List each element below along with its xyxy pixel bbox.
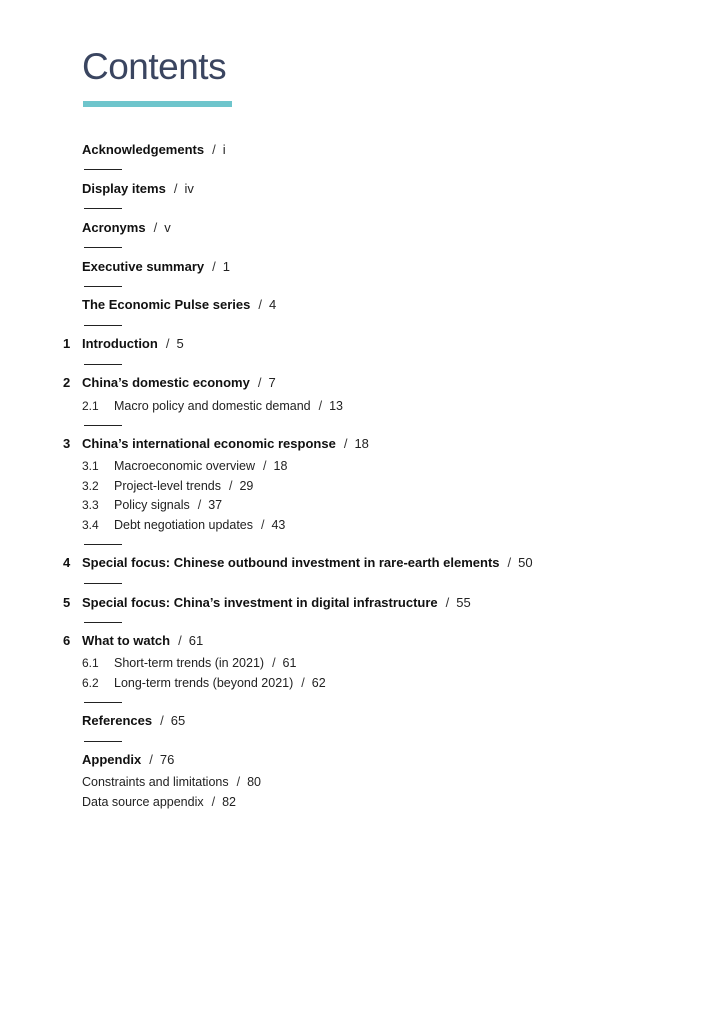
toc-entry[interactable] — [0, 553, 724, 573]
entry-divider — [84, 425, 122, 426]
toc-entry[interactable] — [0, 218, 724, 238]
entry-divider — [84, 702, 122, 703]
chapter-number: 4 — [63, 555, 71, 570]
plain-entry-title: Constraints and limitations/ 80 — [82, 772, 261, 792]
toc-subentry[interactable] — [0, 515, 724, 535]
toc-entry[interactable] — [0, 434, 724, 454]
plain-entry-title: Data source appendix/ 82 — [82, 792, 236, 812]
entry-title: Acronyms/ v — [82, 218, 171, 238]
chapter-number: 6 — [63, 633, 71, 648]
toc-subentry[interactable] — [0, 495, 724, 515]
page-number: / 43 — [257, 518, 285, 532]
page-number: / 18 — [340, 436, 369, 451]
page-number: / 76 — [145, 752, 174, 767]
toc-subentry[interactable] — [0, 673, 724, 693]
toc-subentry[interactable] — [0, 456, 724, 476]
toc-plain-entry[interactable] — [0, 772, 724, 792]
page-number: / 65 — [156, 713, 185, 728]
section-number: 6.1 — [82, 656, 99, 670]
page-number: / 50 — [504, 555, 533, 570]
entry-title: Executive summary/ 1 — [82, 257, 230, 277]
subentry-title: Macro policy and domestic demand/ 13 — [114, 396, 343, 416]
page-number: / 37 — [194, 498, 222, 512]
page-number: / v — [150, 220, 171, 235]
section-number: 3.3 — [82, 498, 99, 512]
entry-title: Special focus: Chinese outbound investment in rare-earth elements/ 50 — [82, 553, 533, 573]
toc-entry[interactable] — [0, 295, 724, 315]
toc-subentry[interactable] — [0, 476, 724, 496]
page-number: / 55 — [442, 595, 471, 610]
toc-subentry[interactable] — [0, 653, 724, 673]
entry-divider — [84, 622, 122, 623]
entry-title: References/ 65 — [82, 711, 185, 731]
toc-plain-entry[interactable] — [0, 792, 724, 812]
subentry-title: Macroeconomic overview/ 18 — [114, 456, 287, 476]
page-number: / 62 — [297, 676, 325, 690]
entry-title: China’s domestic economy/ 7 — [82, 373, 276, 393]
page-number: / 13 — [315, 399, 343, 413]
entry-divider — [84, 583, 122, 584]
page-number: / 1 — [208, 259, 230, 274]
toc-entry[interactable] — [0, 711, 724, 731]
entry-title: Display items/ iv — [82, 179, 194, 199]
entry-divider — [84, 741, 122, 742]
subentry-title: Short-term trends (in 2021)/ 61 — [114, 653, 296, 673]
toc-entry[interactable] — [0, 750, 724, 770]
subentry-title: Policy signals/ 37 — [114, 495, 222, 515]
title-underline — [83, 101, 232, 107]
toc-entry[interactable] — [0, 179, 724, 199]
entry-divider — [84, 286, 122, 287]
entry-divider — [84, 544, 122, 545]
entry-title: What to watch/ 61 — [82, 631, 203, 651]
toc-entry[interactable] — [0, 593, 724, 613]
page-number: / 4 — [254, 297, 276, 312]
entry-divider — [84, 247, 122, 248]
toc-entry[interactable] — [0, 334, 724, 354]
page-number: / 18 — [259, 459, 287, 473]
section-number: 2.1 — [82, 399, 99, 413]
chapter-number: 1 — [63, 336, 71, 351]
toc-entry[interactable] — [0, 140, 724, 160]
toc-entry[interactable] — [0, 373, 724, 393]
section-number: 6.2 — [82, 676, 99, 690]
entry-divider — [84, 325, 122, 326]
entry-title: Appendix/ 76 — [82, 750, 174, 770]
chapter-number: 3 — [63, 436, 71, 451]
entry-divider — [84, 364, 122, 365]
page-number: / 82 — [208, 795, 236, 809]
page-number: / 5 — [162, 336, 184, 351]
chapter-number: 2 — [63, 375, 71, 390]
toc-entry[interactable] — [0, 257, 724, 277]
page-number: / 7 — [254, 375, 276, 390]
entry-divider — [84, 169, 122, 170]
section-number: 3.4 — [82, 518, 99, 532]
toc-subentry[interactable] — [0, 396, 724, 416]
entry-title: Acknowledgements/ i — [82, 140, 226, 160]
subentry-title: Project-level trends/ 29 — [114, 476, 253, 496]
section-number: 3.1 — [82, 459, 99, 473]
subentry-title: Long-term trends (beyond 2021)/ 62 — [114, 673, 326, 693]
page-number: / i — [208, 142, 226, 157]
entry-divider — [84, 208, 122, 209]
section-number: 3.2 — [82, 479, 99, 493]
entry-title: The Economic Pulse series/ 4 — [82, 295, 276, 315]
page-number: / 80 — [233, 775, 261, 789]
subentry-title: Debt negotiation updates/ 43 — [114, 515, 285, 535]
entry-title: China’s international economic response/ 18 — [82, 434, 369, 454]
entry-title: Introduction/ 5 — [82, 334, 184, 354]
page-number: / 61 — [268, 656, 296, 670]
chapter-number: 5 — [63, 595, 71, 610]
page-title: Contents — [82, 46, 227, 87]
entry-title: Special focus: China’s investment in digital infrastructure/ 55 — [82, 593, 471, 613]
page-number: / 29 — [225, 479, 253, 493]
toc-entry[interactable] — [0, 631, 724, 651]
page-number: / 61 — [174, 633, 203, 648]
page-number: / iv — [170, 181, 194, 196]
